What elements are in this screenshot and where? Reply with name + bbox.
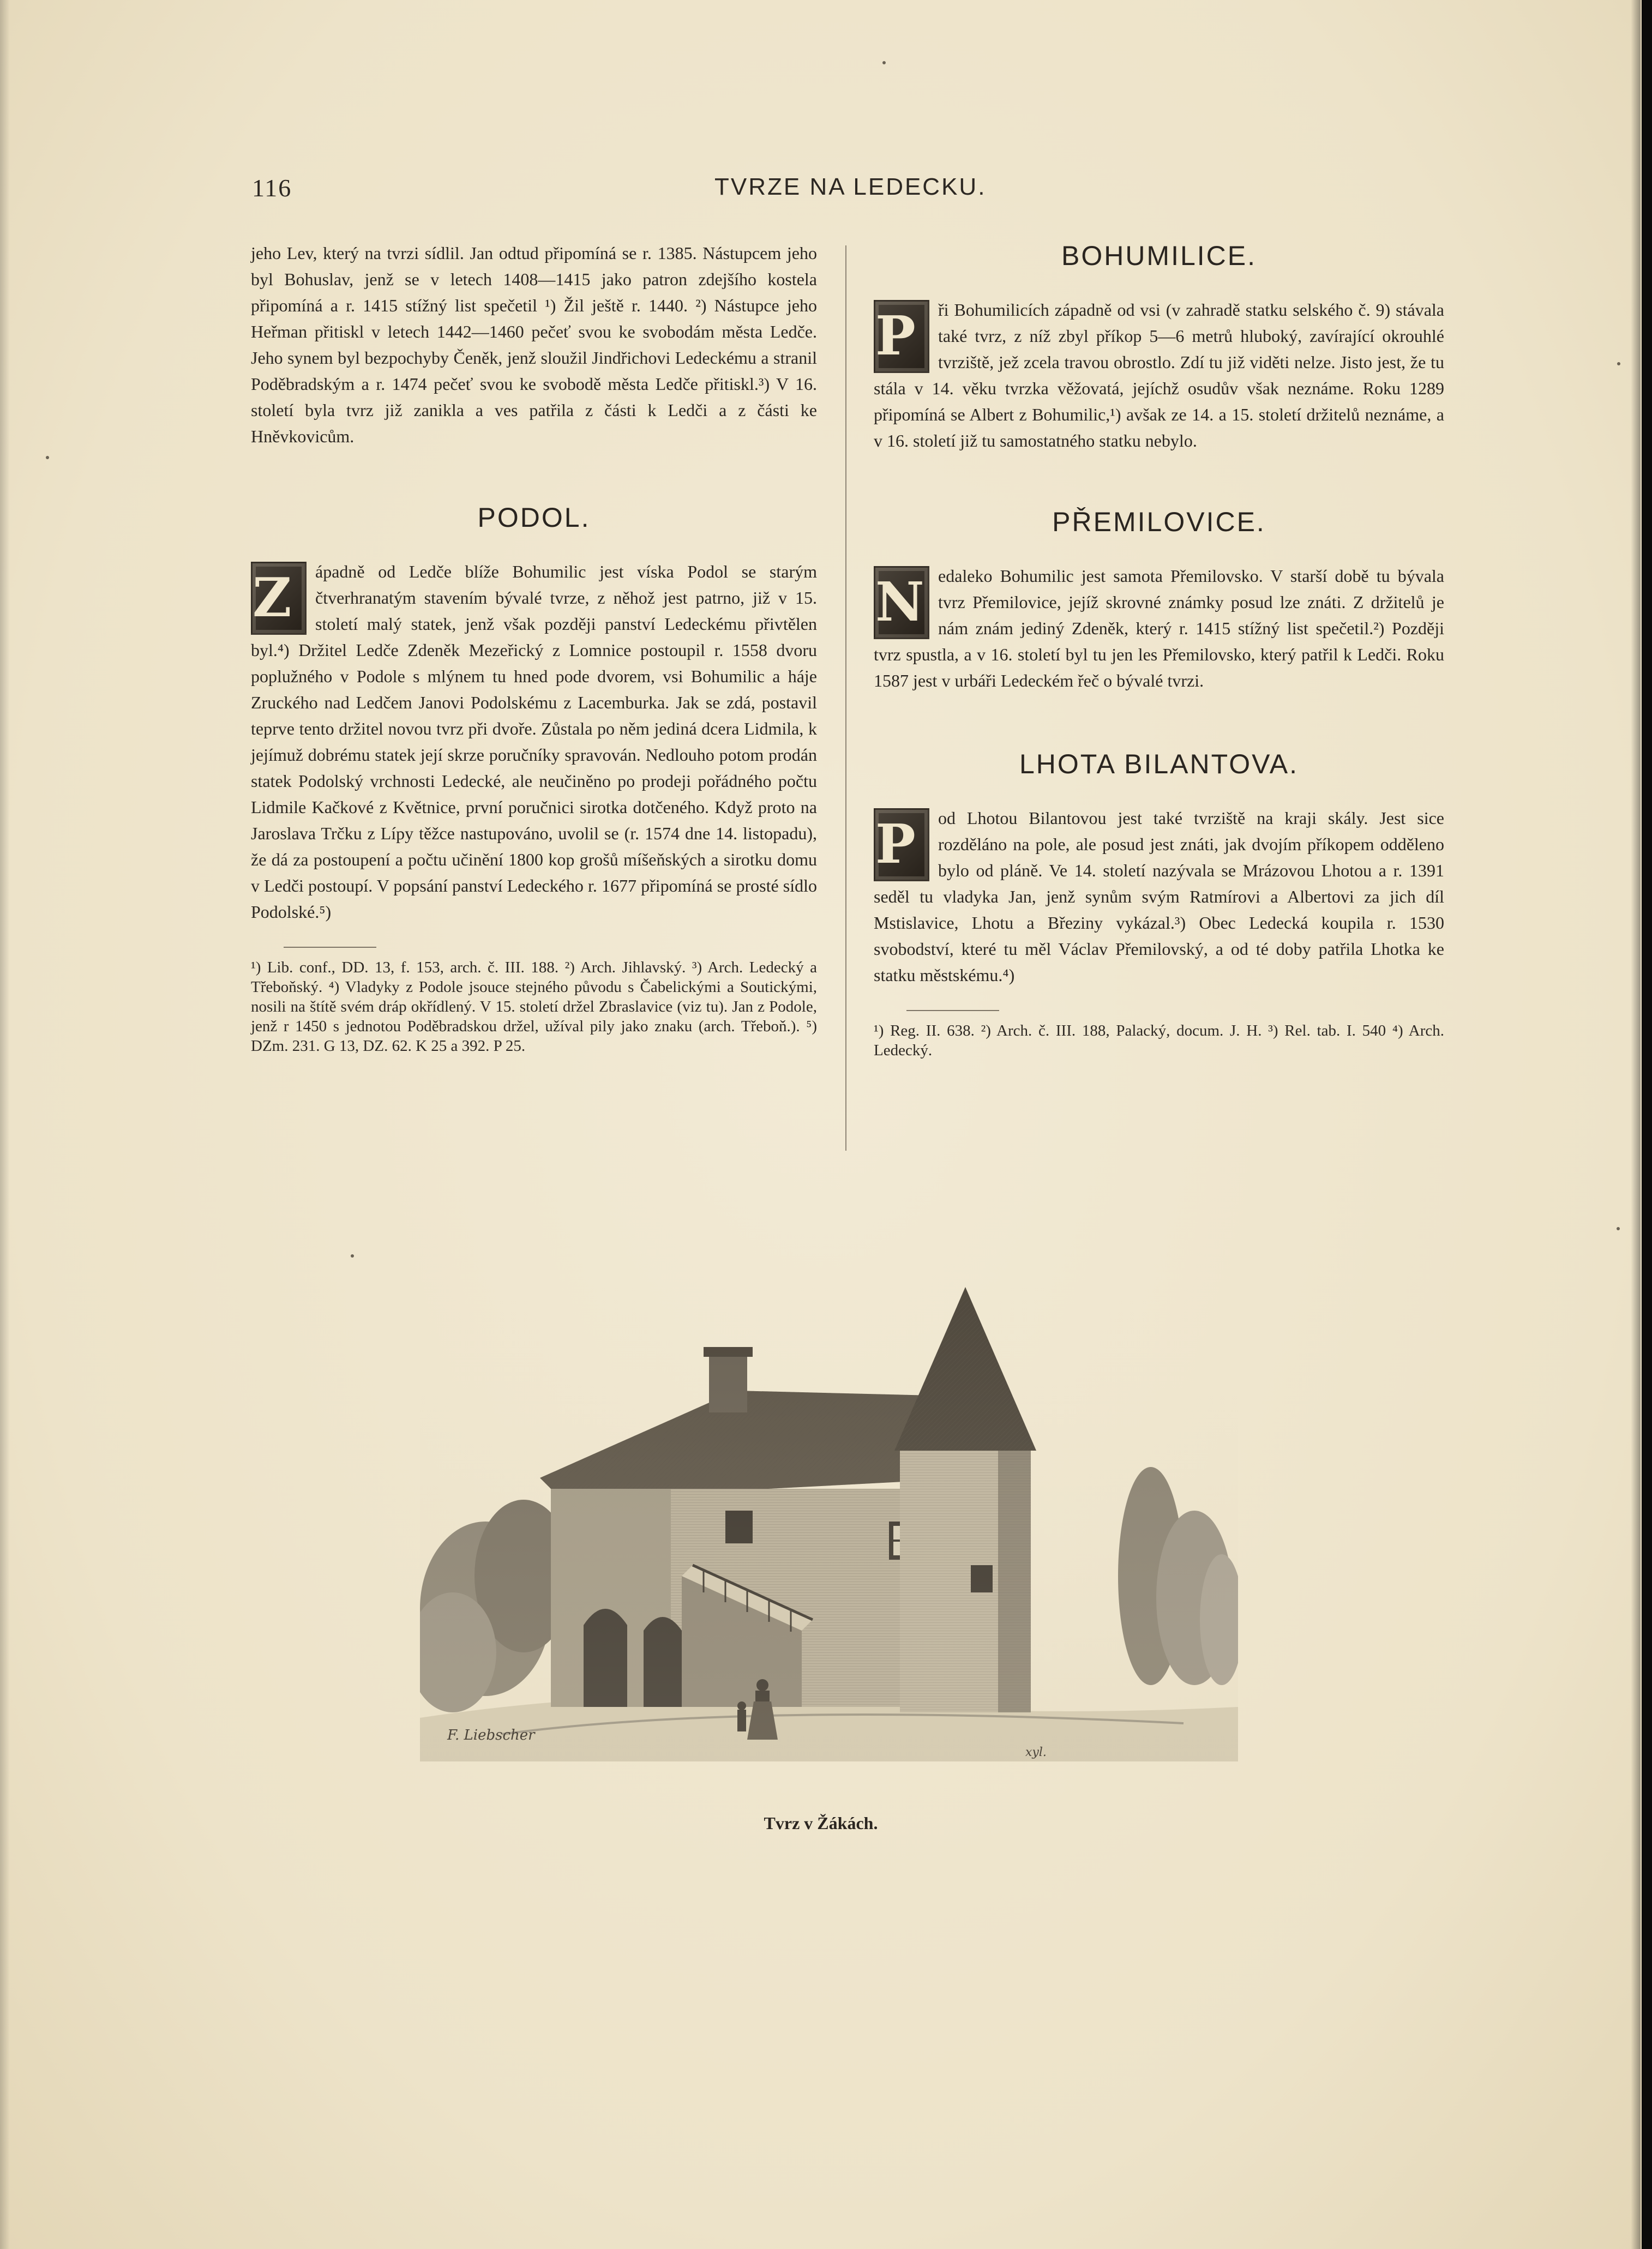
artist-signature: F. Liebscher: [447, 1727, 535, 1743]
paper-speck: [351, 1254, 354, 1258]
bohumilice-heading: BOHUMILICE.: [1061, 240, 1257, 271]
left-footnotes: ¹) Lib. conf., DD. 13, f. 153, arch. č. III. 188. ²) Arch. Jihlavský. ³) Arch. Ledecký a Třeboňský. ⁴) Vladyky z Podole jsouce stejného původu s Čabelickými a Soutickými, nosili na štítě svém dráp okřídlený. V 15. století držel Zbraslavice (viz tu). Jan z Podole, jenž r 1450 s jednotou Poděbradskou držel, užíval pily jako znaku (arch. Třeboň.). ⁵) DZm. 231. G 13, DZ. 62. K 25 a 392. P 25.: [251, 959, 817, 1055]
footnote-rule: [284, 947, 376, 948]
podol-heading: PODOL.: [477, 502, 591, 533]
illustration-tvrz: [420, 1271, 1238, 1761]
intro-paragraph: jeho Lev, který na tvrzi sídlil. Jan odtud připomíná se r. 1385. Nástupcem jeho byl Bohuslav, jenž se v letech 1408—1415 jako patron zdejšího kostela připomíná a r. 1415 stížný list spečetil ¹) Žil ještě r. 1440. ²) Nástupce jeho Heřman přitiskl v letech 1442—1460 pečeť svou ke svobodám města Ledče. Jeho synem byl bezpochyby Čeněk, jenž sloužil Jindřichovi Ledeckému a stranil Poděbradským a r. 1474 pečeť svou ke svobodě města Ledče přitiskl.³) V 16. století byla tvrz již zanikla a ves patřila z části k Ledči a z části ke Hněvkovicům.: [251, 243, 817, 446]
right-column: [874, 240, 1444, 1060]
dropcap-p-lhota: P: [874, 808, 929, 881]
paper-speck: [46, 456, 49, 459]
paper-speck: [882, 61, 886, 64]
footnote-rule-right: [906, 1010, 999, 1011]
dropcap-n: N: [874, 566, 929, 639]
column-divider: [845, 245, 846, 1151]
lhota-text: od Lhotou Bilantovou jest také tvrziště na kraji skály. Jest sice rozděláno na pole, ale posud jest znáti, jak dvojím příkopem odděleno bylo od pláně. Ve 14. století nazývala se Mrázovou Lhotou a r. 1391 seděl tu vladyka Jan, jenž synům svým Ratmírovi a Albertovi za jich díl Mstislavice, Lhotu a Březiny vykázal.³) Obec Ledecká koupila r. 1530 svobodství, které tu měl Václav Přemilovský, a od té doby patřila Lhotka ke statku městskému.⁴): [874, 808, 1444, 985]
paper-speck: [1617, 362, 1620, 365]
left-column: [251, 240, 817, 1056]
bohumilice-paragraph: [874, 297, 1444, 454]
page-edge-shadow: [1631, 0, 1641, 2249]
lhota-heading: LHOTA BILANTOVA.: [1019, 749, 1299, 779]
paper-speck: [1617, 1227, 1620, 1230]
engraver-signature: xyl.: [1025, 1746, 1047, 1759]
page-number: 116: [252, 174, 292, 202]
right-footnotes: ¹) Reg. II. 638. ²) Arch. č. III. 188, Palacký, docum. J. H. ³) Rel. tab. I. 540 ⁴) Arch. Ledecký.: [874, 1022, 1444, 1059]
bohumilice-text: ři Bohumilicích západně od vsi (v zahradě statku selského č. 9) stávala také tvrz, z níž zbyl příkop 5—6 metrů hluboký, zavírající okrouhlé tvrziště, jež zcela travou obrostlo. Zdí tu již viděti nelze. Jisto jest, že tu stála v 14. věku tvrzka věžovatá, jejíchž osudův však neznáme. Roku 1289 připomíná se Albert z Bohumilic,¹) avšak ze 14. a 15. století držitelů neznáme, a v 16. století již tu samostatného statku nebylo.: [874, 300, 1444, 450]
dropcap-p: P: [874, 300, 929, 373]
running-title: TVRZE NA LEDECKU.: [714, 173, 987, 200]
premilovice-paragraph: [874, 563, 1444, 694]
engraving-svg: [420, 1271, 1238, 1761]
lhota-paragraph: [874, 805, 1444, 988]
page-gutter-shadow: [0, 0, 10, 2249]
premilovice-text: edaleko Bohumilic jest samota Přemilovsko. V starší době tu bývala tvrz Přemilovice, jejíž skrovné známky posud lze znáti. Z držitelů je nám znám jediný Zdeněk, který r. 1415 stížný list spečetil.²) Později tvrz spustla, a v 16. století byl tu jen les Přemilovsko, který patřil k Ledči. Roku 1587 jest v urbáři Ledeckém řeč o bývalé tvrzi.: [874, 566, 1444, 690]
figure-caption: Tvrz v Žákách.: [764, 1813, 878, 1833]
premilovice-heading: PŘEMILOVICE.: [1052, 507, 1266, 537]
dropcap-z: Z: [251, 562, 307, 635]
podol-text: ápadně od Ledče blíže Bohumilic jest víska Podol se starým čtverhranatým stavením bývalé tvrze, z něhož jest patrno, již v 15. století malý statek, jenž však později panství Ledeckému přivtělen byl.⁴) Držitel Ledče Zdeněk Mezeřický z Lomnice postoupil r. 1558 dvoru poplužného v Podole s mlýnem tu hned pode dvorem, vsi Bohumilic a háje Zruckého nad Ledčem Janovi Podolskému z Lacemburka. Jak se zdá, postavil teprve tento držitel novou tvrz při dvoře. Zůstala po něm jediná dcera Lidmila, k jejímuž dobrému statek její skrze poručníky spravován. Nedlouho potom prodán statek Podolský vrchnosti Ledecké, ale neučiněno po prodeji pořádného počtu Lidmile Kačkové z Květnice, první poručnici sirotka dotčeného. Když proto na Jaroslava Trčku z Lípy těžce nastupováno, uvolil se (r. 1574 dne 14. listopadu), že dá za postoupení a počtu učinění 1800 kop grošů míšeňských a sirotku domu v Ledči postoupí. V popsání panství Ledeckého r. 1677 připomíná se prosté sídlo Podolské.⁵): [251, 562, 817, 922]
podol-paragraph: [251, 558, 817, 925]
